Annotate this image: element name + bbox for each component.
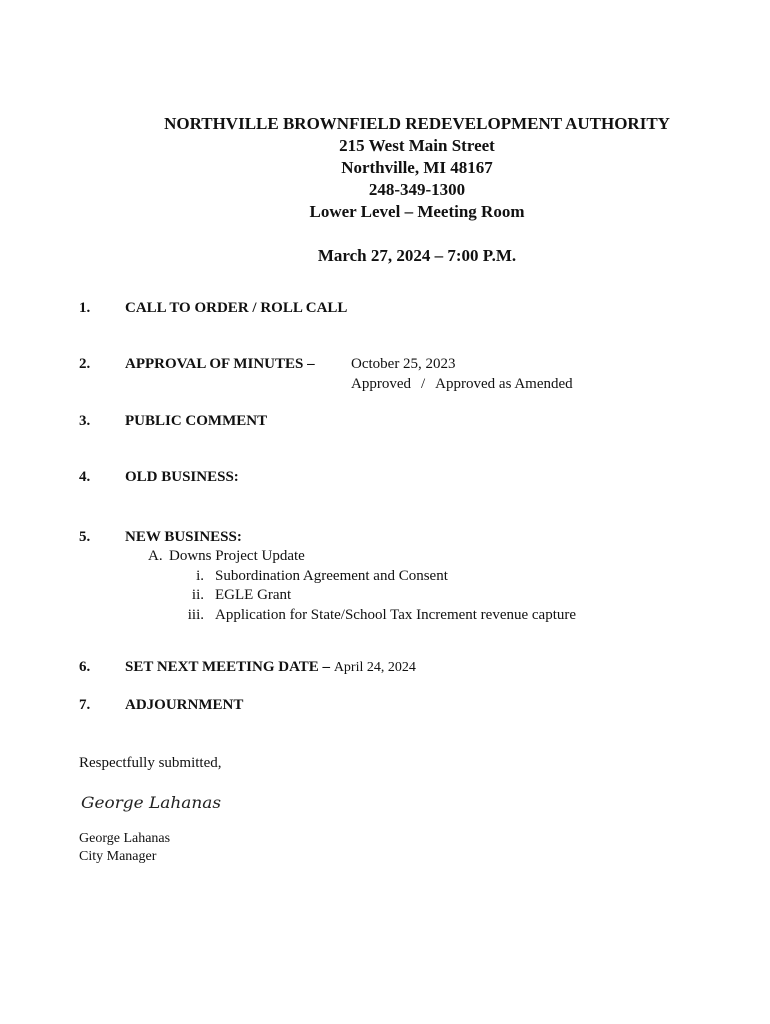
- point-egle-grant: EGLE Grant: [215, 587, 292, 603]
- signer-name: George Lahanas: [79, 831, 171, 846]
- handwritten-signature: [80, 790, 230, 816]
- agenda-number: 6.: [79, 659, 91, 675]
- option-approved-as-amended: Approved as Amended: [435, 376, 573, 392]
- roman-marker: ii.: [191, 587, 204, 603]
- address-line: 215 West Main Street: [339, 136, 495, 155]
- minutes-options: [351, 374, 573, 394]
- location-line: Lower Level – Meeting Room: [309, 202, 525, 221]
- agenda-item-adjournment: ADJOURNMENT: [125, 697, 244, 713]
- point-tax-increment-application: Application for State/School Tax Increment revenue capture: [215, 607, 577, 623]
- closing-text: Respectfully submitted,: [79, 755, 222, 771]
- agenda-item-old-business: OLD BUSINESS:: [125, 469, 239, 485]
- next-meeting-label: SET NEXT MEETING DATE –: [125, 659, 331, 675]
- roman-marker: i.: [196, 568, 204, 584]
- agenda-number: 4.: [79, 469, 91, 485]
- agenda-item-call-to-order: CALL TO ORDER / ROLL CALL: [125, 300, 348, 316]
- phone-line: 248-349-1300: [368, 180, 466, 199]
- agenda-number: 5.: [79, 529, 91, 545]
- agenda-number: 3.: [79, 413, 91, 429]
- agenda-number: 7.: [79, 697, 91, 713]
- minutes-date: October 25, 2023: [351, 356, 456, 372]
- point-subordination-agreement: Subordination Agreement and Consent: [215, 568, 448, 584]
- option-separator: /: [421, 376, 426, 392]
- agenda-number: 2.: [79, 356, 91, 372]
- organization-title: NORTHVILLE BROWNFIELD REDEVELOPMENT AUTHORITY: [164, 114, 670, 133]
- next-meeting-date: April 24, 2024: [333, 660, 416, 675]
- agenda-item-approval-of-minutes: APPROVAL OF MINUTES –: [125, 356, 315, 372]
- agenda-item-public-comment: PUBLIC COMMENT: [125, 413, 268, 429]
- option-approved: Approved: [351, 376, 411, 392]
- signer-title: City Manager: [79, 849, 157, 864]
- signature-text: George Lahanas: [81, 793, 221, 812]
- agenda-item-next-meeting: [125, 657, 416, 678]
- roman-marker: iii.: [187, 607, 204, 623]
- agenda-number: 1.: [79, 300, 91, 316]
- meeting-datetime: March 27, 2024 – 7:00 P.M.: [317, 246, 517, 265]
- city-line: Northville, MI 48167: [341, 158, 493, 177]
- agenda-item-new-business: NEW BUSINESS:: [125, 529, 242, 545]
- sub-item-downs-project: Downs Project Update: [169, 548, 305, 564]
- sub-item-marker: A.: [148, 548, 163, 564]
